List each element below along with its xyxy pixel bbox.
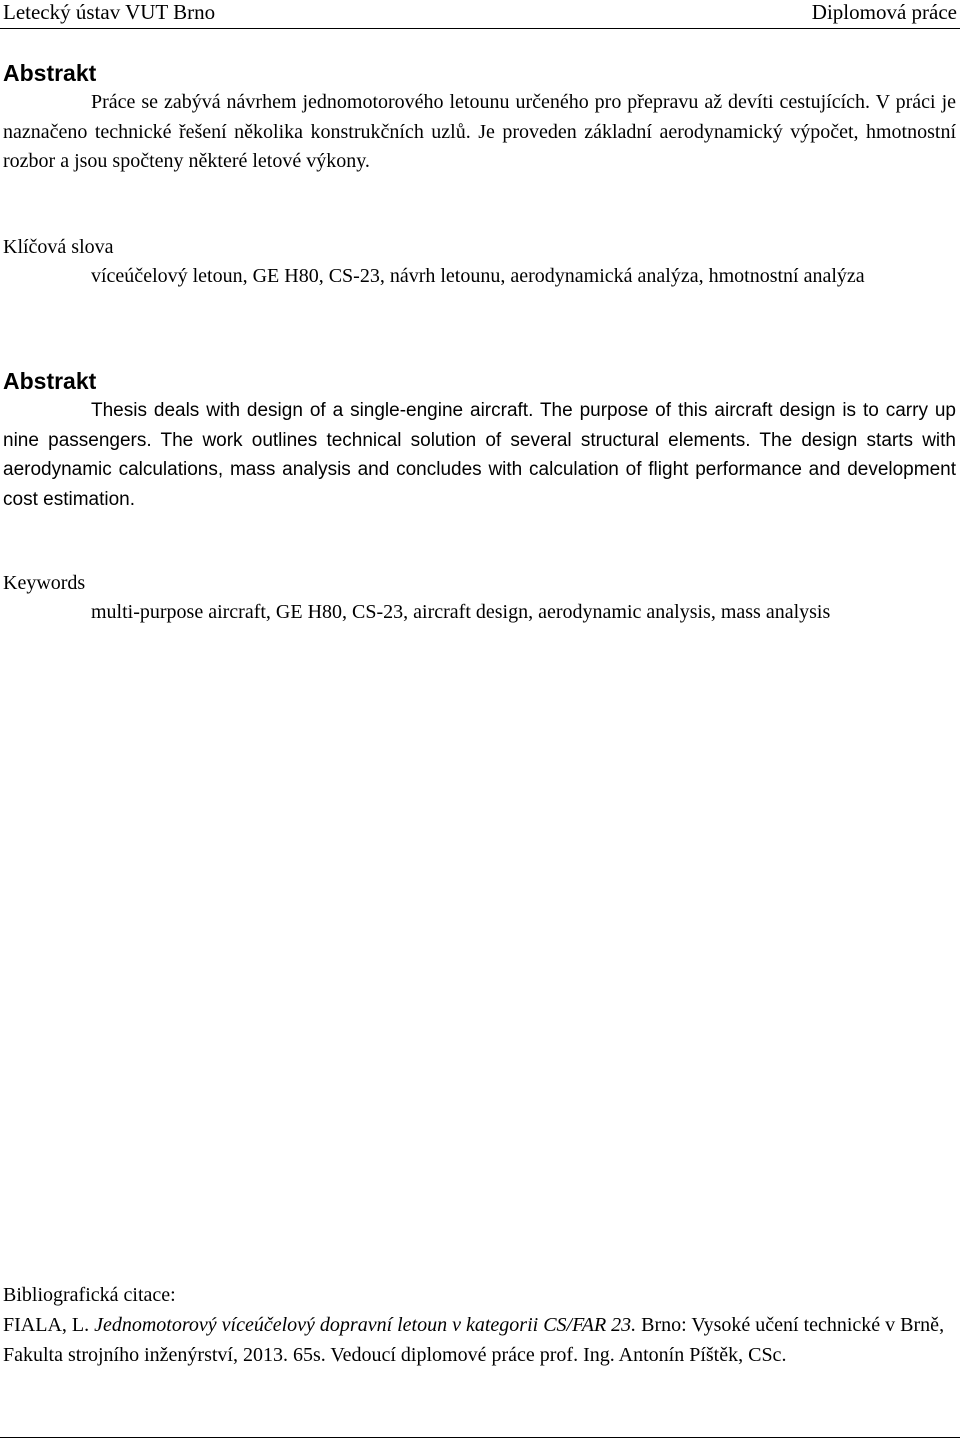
abstract-cz-text: Práce se zabývá návrhem jednomotorového letounu určeného pro přepravu až devíti cestujících. V práci je naznačeno technické řešení několika konstrukčních uzlů. Je proveden základní aerodynamický výpočet, hmotnostní rozbor a jsou spočteny některé letové výkony. bbox=[3, 91, 956, 172]
keywords-cz-text: víceúčelový letoun, GE H80, CS-23, návrh letounu, aerodynamická analýza, hmotnostní analýza bbox=[91, 265, 865, 287]
keywords-cz-label: Klíčová slova bbox=[3, 236, 114, 258]
footer-rule bbox=[0, 1437, 960, 1438]
citation-title: Jednomotorový víceúčelový dopravní letoun v kategorii CS/FAR 23. bbox=[94, 1314, 637, 1336]
page-header bbox=[0, 0, 960, 29]
citation-details: Brno: Vysoké učení technické v Brně, Fakulta strojního inženýrství, 2013. 65s. Vedoucí diplomové práce prof. Ing. Antonín Píštěk, CSc. bbox=[3, 1314, 945, 1366]
abstract-cz-heading: Abstrakt bbox=[3, 60, 97, 86]
bibliography-citation bbox=[3, 1310, 956, 1370]
abstract-en-section bbox=[3, 366, 956, 514]
abstract-en-heading: Abstrakt bbox=[3, 368, 97, 394]
keywords-en-text: multi-purpose aircraft, GE H80, CS-23, aircraft design, aerodynamic analysis, mass analysis bbox=[91, 601, 831, 623]
keywords-en-section bbox=[3, 568, 956, 628]
header-document-type: Diplomová práce bbox=[811, 0, 957, 24]
keywords-cz-section bbox=[3, 232, 956, 292]
citation-author: FIALA, L. bbox=[3, 1314, 90, 1336]
bibliography-section bbox=[3, 1280, 956, 1370]
bibliography-label: Bibliografická citace: bbox=[3, 1284, 176, 1306]
abstract-en-text: Thesis deals with design of a single-engine aircraft. The purpose of this aircraft design is to carry up nine passengers. The work outlines technical solution of several structural elements. The design starts with aerodynamic calculations, mass analysis and concludes with calculation of flight performance and development cost estimation. bbox=[3, 400, 956, 510]
header-institution: Letecký ústav VUT Brno bbox=[3, 0, 216, 24]
keywords-en-label: Keywords bbox=[3, 572, 86, 594]
abstract-cz-section bbox=[3, 58, 956, 177]
